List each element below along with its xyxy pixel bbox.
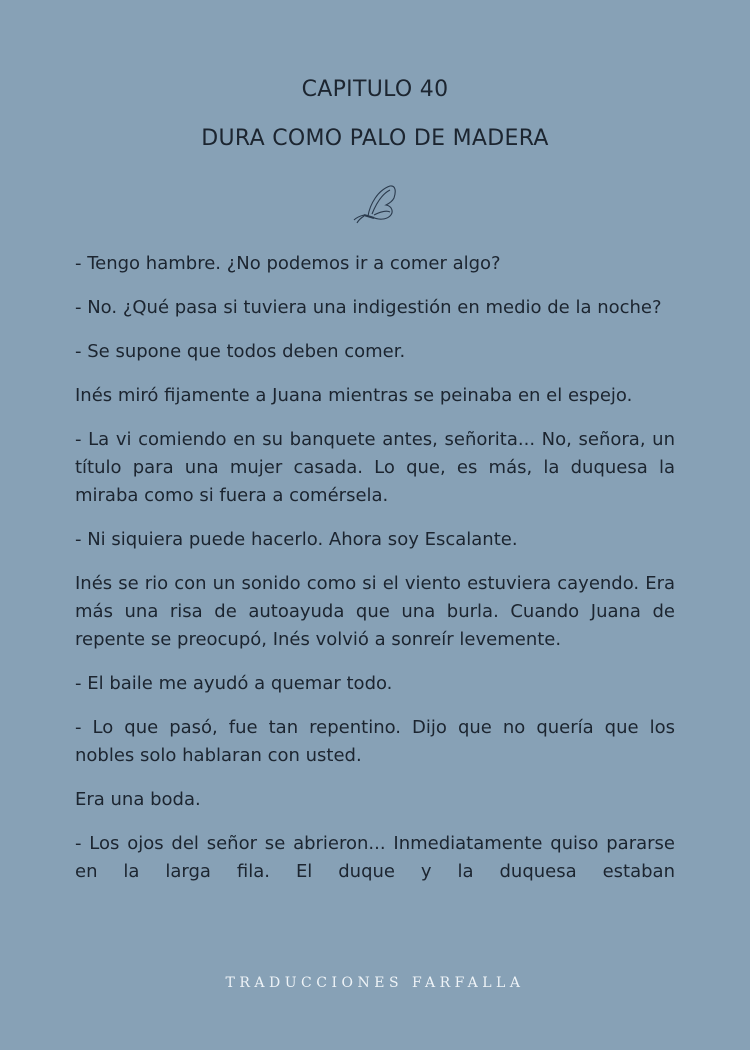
chapter-title: DURA COMO PALO DE MADERA [201,126,549,151]
paragraph: - Tengo hambre. ¿No podemos ir a comer algo? [75,253,501,274]
paragraph: - Los ojos del señor se abrieron... Inmediatamente quiso pararse en la larga fila. El duque y la duquesa estaban [75,833,675,882]
paragraph: - Se supone que todos deben comer. [75,341,406,362]
chapter-number: CAPITULO 40 [301,77,449,102]
paragraph: - Lo que pasó, fue tan repentino. Dijo que no quería que los nobles solo hablaran con usted. [75,717,675,766]
paragraph: - El baile me ayudó a quemar todo. [75,673,393,694]
paragraph: - Ni siquiera puede hacerlo. Ahora soy Escalante. [75,529,518,550]
paragraph: - No. ¿Qué pasa si tuviera una indigestión en medio de la noche? [75,297,662,318]
paragraph: - La vi comiendo en su banquete antes, señorita... No, señora, un título para una mujer casada. Lo que, es más, la duquesa la miraba como si fuera a comérsela. [75,429,675,506]
paragraph: Inés se rio con un sonido como si el viento estuviera cayendo. Era más una risa de autoayuda que una burla. Cuando Juana de repente se preocupó, Inés volvió a sonreír levemente. [75,573,675,650]
chapter-body [75,250,675,902]
paragraph: Inés miró fijamente a Juana mientras se peinaba en el espejo. [75,385,633,406]
paragraph: Era una boda. [75,789,201,810]
footer-credit: TRADUCCIONES FARFALLA [225,975,525,991]
butterfly-icon [350,182,400,224]
